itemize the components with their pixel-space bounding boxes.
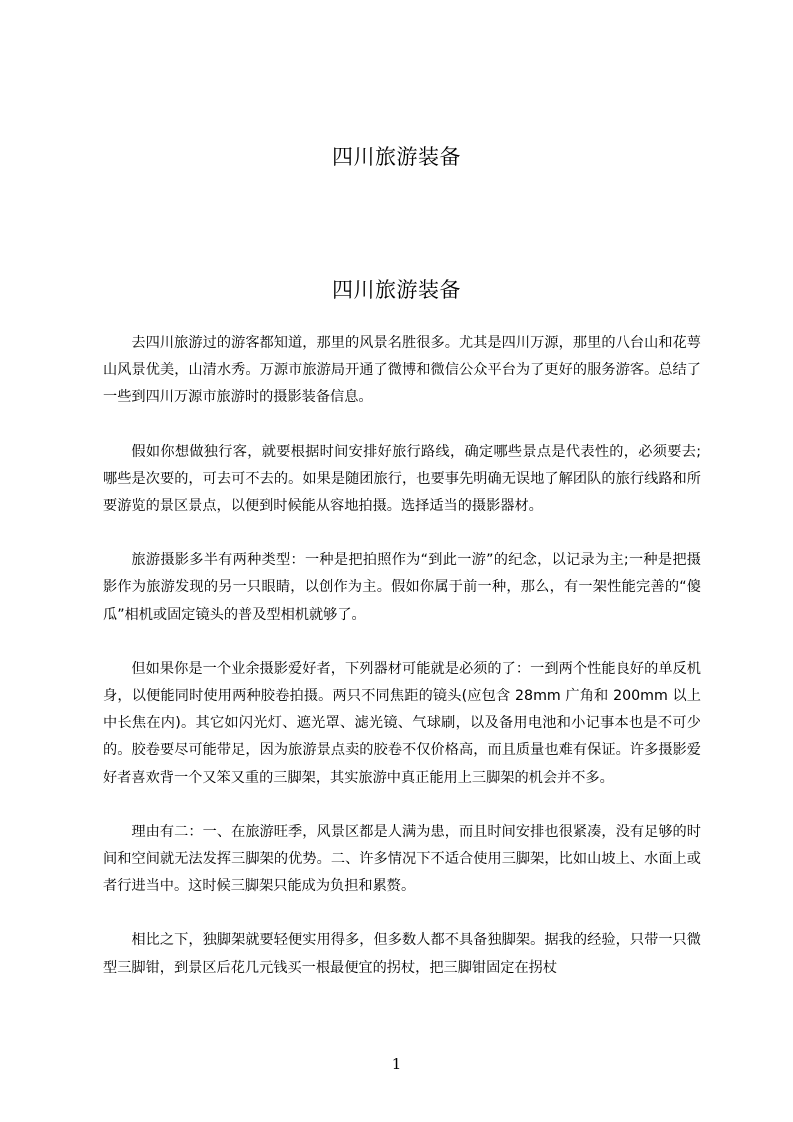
- paragraph-equipment: 但如果你是一个业余摄影爱好者，下列器材可能就是必须的了：一到两个性能良好的单反机身，以便能同时使用两种胶卷拍摄。两只不同焦距的镜头(应包含 28mm 广角和 200mm 以上中长焦在内)。其它如闪光灯、遮光罩、滤光镜、气球刷，以及备用电池和小记事本也是不可少的。胶卷要尽可能带足，因为旅游景点卖的胶卷不仅价格高，而且质量也难有保证。许多摄影爱好者喜欢背一个又笨又重的三脚架，其实旅游中真正能用上三脚架的机会并不多。: [103, 660, 701, 786]
- document-body: [103, 330, 701, 1009]
- paragraph-tripod-reasons: 理由有二：一、在旅游旺季，风景区都是人满为患，而且时间安排也很紧凑，没有足够的时间和空间就无法发挥三脚架的优势。二、许多情况下不适合使用三脚架，比如山坡上、水面上或者行进当中。这时候三脚架只能成为负担和累赘。: [103, 823, 701, 895]
- document-title: 四川旅游装备: [332, 278, 461, 302]
- paragraph-monopod: 相比之下，独脚架就要轻便实用得多，但多数人都不具备独脚架。据我的经验，只带一只微型三脚钳，到景区后花几元钱买一根最便宜的拐杖，把三脚钳固定在拐杖: [103, 932, 701, 976]
- paragraph-photo-types: 旅游摄影多半有两种类型：一种是把拍照作为“到此一游”的纪念，以记录为主;一种是把摄影作为旅游发现的另一只眼睛，以创作为主。假如你属于前一种，那么，有一架性能完善的“傻瓜”相机或固定镜头的普及型相机就够了。: [103, 552, 701, 623]
- paragraph-intro: 去四川旅游过的游客都知道，那里的风景名胜很多。尤其是四川万源，那里的八台山和花萼山风景优美，山清水秀。万源市旅游局开通了微博和微信公众平台为了更好的服务游客。总结了一些到四川万源市旅游时的摄影装备信息。: [103, 335, 701, 406]
- page-number: 1: [391, 1055, 402, 1073]
- header-title: 四川旅游装备: [332, 145, 461, 169]
- paragraph-route-planning: 假如你想做独行客，就要根据时间安排好旅行路线，确定哪些景点是代表性的，必须要去;哪些是次要的，可去可不去的。如果是随团旅行，也要事先明确无误地了解团队的旅行线路和所要游览的景区景点，以便到时候能从容地拍摄。选择适当的摄影器材。: [103, 443, 701, 515]
